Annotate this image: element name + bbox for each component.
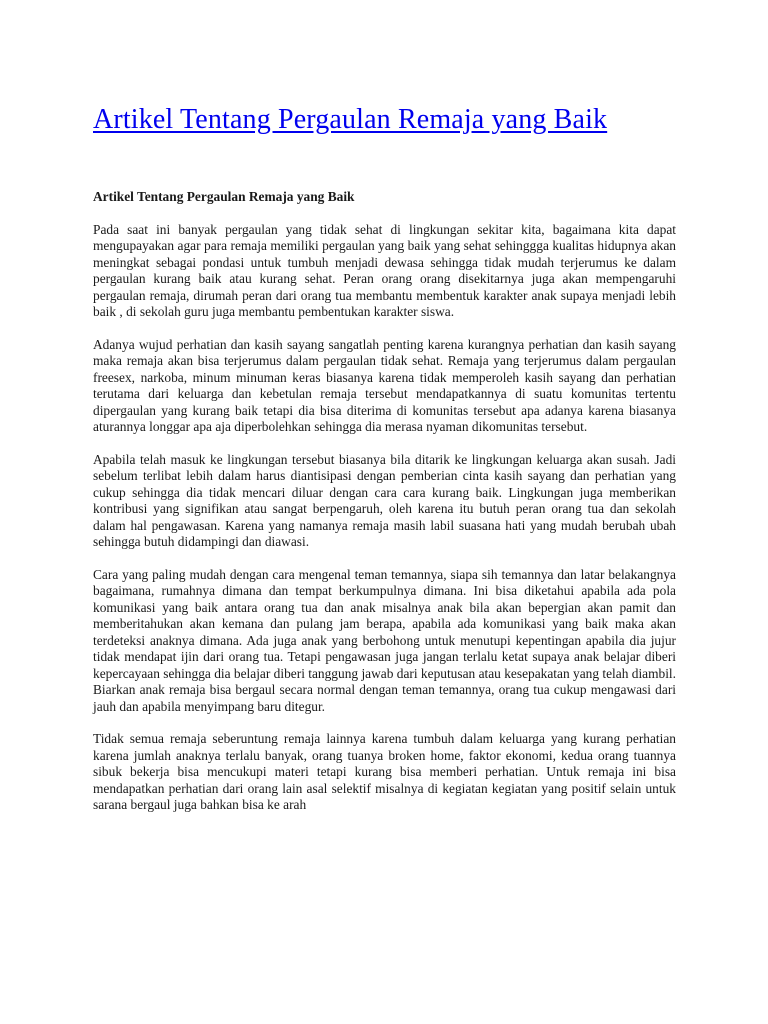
paragraph-2: Adanya wujud perhatian dan kasih sayang sangatlah penting karena kurangnya perhatian dan kasih sayang maka remaja akan bisa terjerumus dalam pergaulan tidak sehat. Remaja yang terjerumus dalam pergaulan freesex, narkoba, minum minuman keras biasanya karena tidak memperoleh kasih sayang dan perhatian terutama dari keluarga dan kebetulan remaja tersebut mendapatkannya di suatu komunitas tertentu dipergaulan yang kurang baik tetapi dia bisa diterima di komunitas tersebut apa adanya karena biasanya aturannya longgar apa aja diperbolehkan sehingga dia merasa nyaman dikomunitas tersebut.	[93, 336, 676, 434]
paragraph-1: Pada saat ini banyak pergaulan yang tidak sehat di lingkungan sekitar kita, bagaimana kita dapat mengupayakan agar para remaja memiliki pergaulan yang baik yang sehat sehinggga kualitas hidupnya akan meningkat sebagai pondasi untuk tumbuh menjadi dewasa sehingga tidak mudah terjerumus ke dalam pergaulan kurang baik atau kurang sehat. Peran orang orang disekitarnya juga akan mempengaruhi pergaulan remaja, dirumah peran dari orang tua membantu membentuk karakter anak supaya menjadi lebih baik , di sekolah guru juga membantu pembentukan karakter siswa.	[93, 221, 676, 319]
paragraph-4: Cara yang paling mudah dengan cara mengenal teman temannya, siapa sih temannya dan latar belakangnya bagaimana, rumahnya dimana dan tempat berkumpulnya dimana. Ini bisa diketahui apabila ada pola komunikasi yang baik antara orang tua dan anak misalnya anak bila akan bepergian akan pamit dan memberitahukan akan kemana dan pulang jam berapa, apabila ada komunikasi yang baik maka akan terdeteksi anaknya dimana. Ada juga anak yang berbohong untuk menutupi kepentingan apabila dia jujur tidak mendapat ijin dari orang tua. Tetapi pengawasan juga jangan terlalu ketat supaya anak belajar diberi kepercayaan sehingga dia belajar diberi tanggung jawab dari keputusan atau kesepakatan yang telah diambil. Biarkan anak remaja bisa bergaul secara normal dengan teman temannya, orang tua cukup mengawasi dari jauh dan apabila menyimpang baru ditegur.	[93, 566, 677, 714]
article-subtitle: Artikel Tentang Pergaulan Remaja yang Baik	[93, 189, 355, 204]
document-page	[93, 102, 676, 814]
paragraph-5: Tidak semua remaja seberuntung remaja lainnya karena tumbuh dalam keluarga yang kurang perhatian karena jumlah anaknya terlalu banyak, orang tuanya broken home, faktor ekonomi, kedua orang tuannya sibuk bekerja bisa mencukupi materi tetapi kurang bisa memberi perhatian. Untuk remaja ini bisa mendapatkan perhatian dari orang lain asal selektif misalnya di kegiatan kegiatan yang positif selain untuk sarana bergaul juga bahkan bisa ke arah	[93, 731, 676, 812]
article-title-link[interactable]: Artikel Tentang Pergaulan Remaja yang Baik	[93, 104, 608, 135]
paragraph-3: Apabila telah masuk ke lingkungan tersebut biasanya bila ditarik ke lingkungan keluarga akan susah. Jadi sebelum terlibat lebih dalam harus diantisipasi dengan pemberian cinta kasih sayang dan perhatian yang cukup sehingga dia tidak mencari diluar dengan cara cara kurang baik. Lingkungan juga memberikan kontribusi yang signifikan atau sangat berpengaruh, oleh karena itu butuh peran orang tua dan sekolah dalam hal pengawasan. Karena yang namanya remaja masih labil suasana hati yang mudah berubah ubah sehingga butuh didampingi dan diawasi.	[93, 451, 676, 549]
